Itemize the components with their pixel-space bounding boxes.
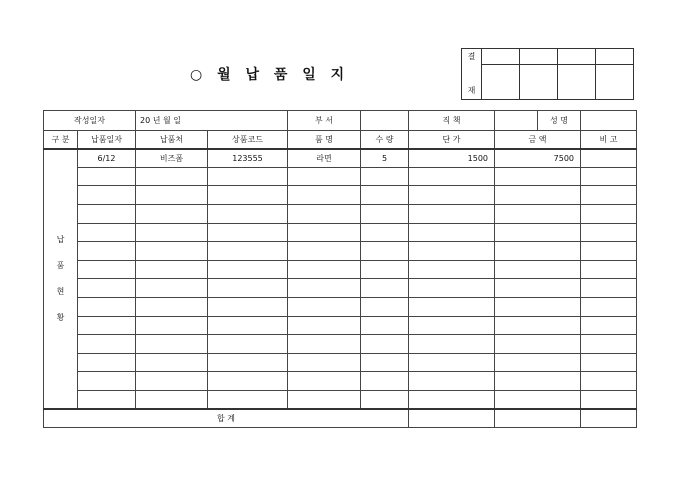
item-name-cell[interactable]	[288, 335, 361, 354]
amount-cell[interactable]	[495, 186, 581, 205]
product-code-cell[interactable]	[208, 242, 288, 261]
quantity-cell[interactable]	[361, 316, 409, 335]
name-label: 성 명	[550, 115, 569, 125]
table-row	[44, 279, 637, 298]
product-code-cell[interactable]	[208, 316, 288, 335]
item-name-cell[interactable]	[288, 353, 361, 372]
approval-role-4[interactable]	[596, 49, 634, 65]
item-name-cell[interactable]: 라면	[288, 149, 361, 168]
total-note-cell[interactable]	[581, 409, 637, 428]
position-label: 직 책	[409, 111, 495, 131]
approval-role-3[interactable]	[558, 49, 596, 65]
unit-price-cell[interactable]: 1500	[409, 149, 495, 168]
col-division-header: 구 분	[44, 130, 78, 149]
note-cell[interactable]	[581, 242, 637, 261]
unit-price-cell[interactable]	[409, 390, 495, 409]
vendor-cell[interactable]	[136, 335, 208, 354]
unit-price-cell[interactable]	[409, 242, 495, 261]
item-name-cell[interactable]	[288, 167, 361, 186]
note-cell[interactable]	[581, 297, 637, 316]
col-product-code-header: 상품코드	[208, 130, 288, 149]
vendor-cell[interactable]	[136, 186, 208, 205]
unit-price-cell[interactable]	[409, 260, 495, 279]
amount-cell[interactable]	[495, 204, 581, 223]
product-code-cell[interactable]	[208, 372, 288, 391]
item-name-cell[interactable]	[288, 204, 361, 223]
section-label	[44, 149, 78, 409]
approval-sign-4[interactable]	[596, 65, 634, 100]
vendor-cell[interactable]	[136, 242, 208, 261]
delivery-date-cell[interactable]	[78, 242, 136, 261]
position-field[interactable]	[495, 111, 538, 130]
delivery-date-cell[interactable]	[78, 390, 136, 409]
delivery-date-cell[interactable]	[78, 335, 136, 354]
amount-cell[interactable]	[495, 353, 581, 372]
name-field[interactable]	[581, 111, 637, 131]
item-name-cell[interactable]	[288, 260, 361, 279]
vendor-cell[interactable]: 비즈폼	[136, 149, 208, 168]
unit-price-cell[interactable]	[409, 186, 495, 205]
quantity-cell[interactable]	[361, 372, 409, 391]
approval-sign-2[interactable]	[520, 65, 558, 100]
item-name-cell[interactable]	[288, 316, 361, 335]
amount-cell[interactable]	[495, 279, 581, 298]
approval-box	[461, 48, 634, 100]
amount-cell[interactable]	[495, 167, 581, 186]
quantity-cell[interactable]	[361, 390, 409, 409]
product-code-cell[interactable]: 123555	[208, 149, 288, 168]
table-row	[44, 260, 637, 279]
table-row	[44, 335, 637, 354]
note-cell[interactable]	[581, 372, 637, 391]
total-unit-price-cell[interactable]	[409, 409, 495, 428]
vendor-cell[interactable]	[136, 260, 208, 279]
vendor-cell[interactable]	[136, 390, 208, 409]
item-name-cell[interactable]	[288, 279, 361, 298]
vendor-cell[interactable]	[136, 167, 208, 186]
note-cell[interactable]	[581, 390, 637, 409]
vendor-cell[interactable]	[136, 316, 208, 335]
col-amount-header: 금 액	[495, 130, 581, 149]
amount-cell[interactable]: 7500	[495, 149, 581, 168]
approval-role-2[interactable]	[520, 49, 558, 65]
amount-cell[interactable]	[495, 372, 581, 391]
quantity-cell[interactable]	[361, 167, 409, 186]
table-row	[44, 149, 637, 168]
info-row	[44, 111, 637, 131]
product-code-cell[interactable]	[208, 353, 288, 372]
item-name-cell[interactable]	[288, 186, 361, 205]
note-cell[interactable]	[581, 204, 637, 223]
amount-cell[interactable]	[495, 297, 581, 316]
quantity-cell[interactable]	[361, 335, 409, 354]
delivery-date-cell[interactable]	[78, 316, 136, 335]
vendor-cell[interactable]	[136, 279, 208, 298]
unit-price-cell[interactable]	[409, 353, 495, 372]
table-row	[44, 390, 637, 409]
quantity-cell[interactable]	[361, 297, 409, 316]
section-label-char: 품	[56, 260, 65, 270]
delivery-log-table	[43, 110, 637, 428]
date-label: 작성일자	[44, 111, 136, 131]
name-cell	[495, 111, 581, 131]
amount-cell[interactable]	[495, 260, 581, 279]
delivery-date-cell[interactable]	[78, 279, 136, 298]
table-row	[44, 204, 637, 223]
delivery-date-cell[interactable]	[78, 372, 136, 391]
amount-cell[interactable]	[495, 335, 581, 354]
approval-sign-3[interactable]	[558, 65, 596, 100]
note-cell[interactable]	[581, 353, 637, 372]
delivery-date-cell[interactable]	[78, 204, 136, 223]
product-code-cell[interactable]	[208, 297, 288, 316]
note-cell[interactable]	[581, 167, 637, 186]
item-name-cell[interactable]	[288, 297, 361, 316]
delivery-date-cell[interactable]	[78, 167, 136, 186]
quantity-cell[interactable]	[361, 223, 409, 242]
approval-sign-1[interactable]	[482, 65, 520, 100]
col-item-name-header: 품 명	[288, 130, 361, 149]
vendor-cell[interactable]	[136, 223, 208, 242]
vendor-cell[interactable]	[136, 353, 208, 372]
quantity-cell[interactable]	[361, 353, 409, 372]
note-cell[interactable]	[581, 260, 637, 279]
col-vendor-header: 납품처	[136, 130, 208, 149]
item-name-cell[interactable]	[288, 242, 361, 261]
table-row	[44, 297, 637, 316]
section-label-char: 납	[56, 234, 65, 244]
date-field[interactable]: 20 년 월 일	[136, 111, 288, 131]
note-cell[interactable]	[581, 223, 637, 242]
section-label-char: 현	[56, 286, 65, 296]
product-code-cell[interactable]	[208, 279, 288, 298]
amount-cell[interactable]	[495, 316, 581, 335]
col-quantity-header: 수 량	[361, 130, 409, 149]
unit-price-cell[interactable]	[409, 204, 495, 223]
quantity-cell[interactable]	[361, 260, 409, 279]
item-name-cell[interactable]	[288, 223, 361, 242]
col-delivery-date-header: 납품일자	[78, 130, 136, 149]
section-label-char: 황	[56, 312, 65, 322]
delivery-date-cell[interactable]	[78, 223, 136, 242]
product-code-cell[interactable]	[208, 186, 288, 205]
quantity-cell[interactable]	[361, 279, 409, 298]
unit-price-cell[interactable]	[409, 279, 495, 298]
unit-price-cell[interactable]	[409, 372, 495, 391]
amount-cell[interactable]	[495, 223, 581, 242]
item-name-cell[interactable]	[288, 390, 361, 409]
approval-label-bottom: 재	[467, 86, 476, 95]
document-title: ○ 월 납 품 일 지	[190, 67, 350, 83]
total-row	[44, 409, 637, 428]
quantity-cell[interactable]: 5	[361, 149, 409, 168]
approval-label-top: 결	[467, 52, 476, 61]
unit-price-cell[interactable]	[409, 223, 495, 242]
note-cell[interactable]	[581, 316, 637, 335]
product-code-cell[interactable]	[208, 260, 288, 279]
product-code-cell[interactable]	[208, 204, 288, 223]
table-row	[44, 242, 637, 261]
note-cell[interactable]	[581, 279, 637, 298]
unit-price-cell[interactable]	[409, 335, 495, 354]
quantity-cell[interactable]	[361, 204, 409, 223]
table-row	[44, 372, 637, 391]
table-row	[44, 353, 637, 372]
delivery-date-cell[interactable]	[78, 297, 136, 316]
product-code-cell[interactable]	[208, 390, 288, 409]
unit-price-cell[interactable]	[409, 316, 495, 335]
table-row	[44, 167, 637, 186]
col-unit-price-header: 단 가	[409, 130, 495, 149]
quantity-cell[interactable]	[361, 242, 409, 261]
approval-label	[462, 49, 482, 100]
delivery-date-cell[interactable]	[78, 353, 136, 372]
total-amount-cell[interactable]	[495, 409, 581, 428]
item-name-cell[interactable]	[288, 372, 361, 391]
amount-cell[interactable]	[495, 242, 581, 261]
approval-role-1[interactable]	[482, 49, 520, 65]
dept-field[interactable]	[361, 111, 409, 131]
vendor-cell[interactable]	[136, 297, 208, 316]
product-code-cell[interactable]	[208, 223, 288, 242]
note-cell[interactable]	[581, 335, 637, 354]
unit-price-cell[interactable]	[409, 167, 495, 186]
unit-price-cell[interactable]	[409, 297, 495, 316]
product-code-cell[interactable]	[208, 335, 288, 354]
delivery-date-cell[interactable]	[78, 186, 136, 205]
table-row	[44, 223, 637, 242]
delivery-date-cell[interactable]: 6/12	[78, 149, 136, 168]
vendor-cell[interactable]	[136, 204, 208, 223]
note-cell[interactable]	[581, 186, 637, 205]
product-code-cell[interactable]	[208, 167, 288, 186]
note-cell[interactable]	[581, 149, 637, 168]
amount-cell[interactable]	[495, 390, 581, 409]
dept-label: 부 서	[288, 111, 361, 131]
col-note-header: 비 고	[581, 130, 637, 149]
vendor-cell[interactable]	[136, 372, 208, 391]
table-row	[44, 186, 637, 205]
quantity-cell[interactable]	[361, 186, 409, 205]
total-label: 합 계	[44, 409, 409, 428]
delivery-date-cell[interactable]	[78, 260, 136, 279]
table-row	[44, 316, 637, 335]
column-header-row	[44, 130, 637, 149]
